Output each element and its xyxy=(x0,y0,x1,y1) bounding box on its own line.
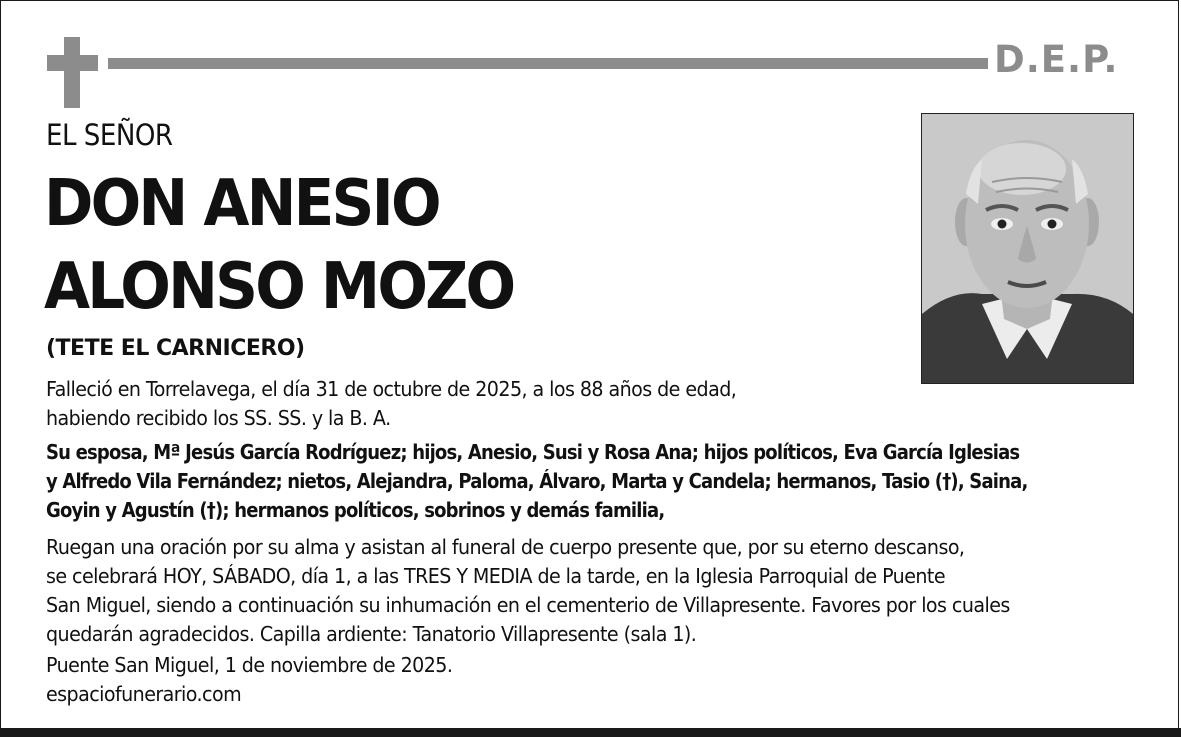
deceased-name-line1: DON ANESIO xyxy=(44,167,439,241)
deceased-name-line2: ALONSO MOZO xyxy=(44,250,514,324)
footer-bar xyxy=(0,728,1181,737)
family-line: Su esposa, Mª Jesús García Rodríguez; hijos, Anesio, Susi y Rosa Ana; hijos políticos, Eva García Iglesias xyxy=(46,440,1020,464)
funeral-line: se celebrará HOY, SÁBADO, día 1, a las TRES Y MEDIA de la tarde, en la Iglesia Parroquial de Puente xyxy=(46,564,946,588)
portrait-photo xyxy=(921,113,1134,384)
place-date: Puente San Miguel, 1 de noviembre de 2025. xyxy=(46,653,453,677)
nickname: (TETE EL CARNICERO) xyxy=(46,336,305,361)
website-link[interactable]: espaciofunerario.com xyxy=(46,682,242,706)
death-line: habiendo recibido los SS. SS. y la B. A. xyxy=(46,406,391,430)
honorific: EL SEÑOR xyxy=(46,118,173,152)
closing xyxy=(46,651,452,709)
family-line: Goyin y Agustín (†); hermanos políticos, sobrinos y demás familia, xyxy=(46,498,665,522)
family-line: y Alfredo Vila Fernández; nietos, Alejandra, Paloma, Álvaro, Marta y Candela; hermanos, Tasio (†), Saina, xyxy=(46,469,1028,493)
funeral-line: Ruegan una oración por su alma y asistan al funeral de cuerpo presente que, por su eterno descanso, xyxy=(46,535,965,559)
death-statement xyxy=(46,375,736,433)
cross-icon xyxy=(64,37,80,108)
funeral-line: San Miguel, siendo a continuación su inhumación en el cementerio de Villapresente. Favores por los cuales xyxy=(46,593,1010,617)
funeral-details xyxy=(46,533,1010,649)
funeral-line: quedarán agradecidos. Capilla ardiente: Tanatorio Villapresente (sala 1). xyxy=(46,622,697,646)
cross-icon-arm xyxy=(47,55,98,71)
dep-label: D.E.P. xyxy=(994,38,1119,81)
death-line: Falleció en Torrelavega, el día 31 de octubre de 2025, a los 88 años de edad, xyxy=(46,377,737,401)
header-rule xyxy=(108,58,988,69)
family-list xyxy=(46,438,1028,525)
